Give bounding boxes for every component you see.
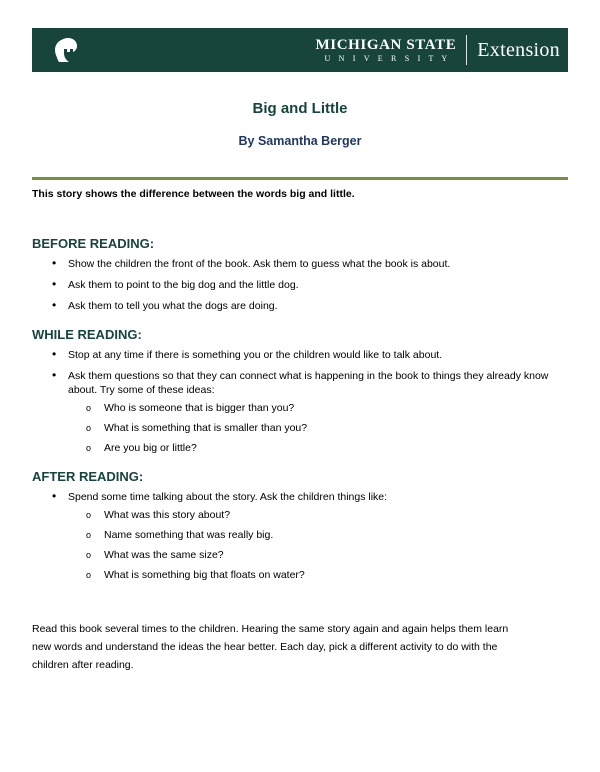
sub-list-item: o Are you big or little? [68, 441, 568, 455]
sub-list-item: o What was the same size? [68, 548, 568, 562]
intro-text: This story shows the difference between the words big and little. [32, 188, 355, 200]
list-item-text: Ask them to point to the big dog and the little dog. [68, 279, 299, 291]
section-heading: AFTER READING: [32, 469, 144, 484]
msu-extension-header-banner [32, 28, 568, 72]
page-title: Big and Little [252, 100, 348, 117]
list-item-text: Show the children the front of the book. Ask them to guess what the book is about. [68, 258, 451, 270]
spartan-helmet-icon [50, 34, 82, 66]
list-item [32, 278, 568, 292]
list-item-text: Stop at any time if there is something you or the children would like to talk about. [68, 349, 443, 361]
bullet-list [32, 257, 568, 313]
list-item [32, 369, 568, 455]
list-item [32, 348, 568, 362]
list-item-text: Spend some time talking about the story. Ask the children things like: [68, 491, 388, 503]
list-item-text: Ask them to tell you what the dogs are doing. [68, 300, 278, 312]
list-item-text: Ask them questions so that they can connect what is happening in the book to things they already know about. Try some of these ideas: [68, 370, 549, 396]
sub-list-item: o What was this story about? [68, 508, 568, 522]
list-item [32, 490, 568, 582]
extension-label: Extension [477, 38, 560, 61]
university-name-line1: MICHIGAN STATE [315, 36, 457, 53]
bullet-list [32, 348, 568, 455]
author-line: By Samantha Berger [238, 134, 362, 148]
sub-list [68, 401, 568, 455]
sub-list-item: o Who is someone that is bigger than you? [68, 401, 568, 415]
section-before-reading [32, 236, 568, 313]
sub-list-item: o Name something that was really big. [68, 528, 568, 542]
sub-list [68, 508, 568, 582]
section-heading: WHILE READING: [32, 327, 142, 342]
closing-paragraph: Read this book several times to the children. Hearing the same story again and again helps them learn new words and understand the ideas the hear better. Each day, pick a different activity to do with the children after reading. [32, 623, 509, 671]
sub-list-item: o What is something that is smaller than you? [68, 421, 568, 435]
list-item [32, 299, 568, 313]
sections-container [32, 222, 568, 589]
list-item [32, 257, 568, 271]
brand-lockup [316, 33, 560, 67]
section-heading: BEFORE READING: [32, 236, 155, 251]
university-wordmark [316, 37, 467, 64]
sub-list-item: o What is something big that floats on water? [68, 568, 568, 582]
section-while-reading [32, 327, 568, 455]
section-after-reading [32, 469, 568, 582]
bullet-list [32, 490, 568, 582]
university-name-line2: U N I V E R S I T Y [324, 53, 451, 63]
title-divider [32, 177, 568, 180]
brand-divider [466, 35, 467, 65]
